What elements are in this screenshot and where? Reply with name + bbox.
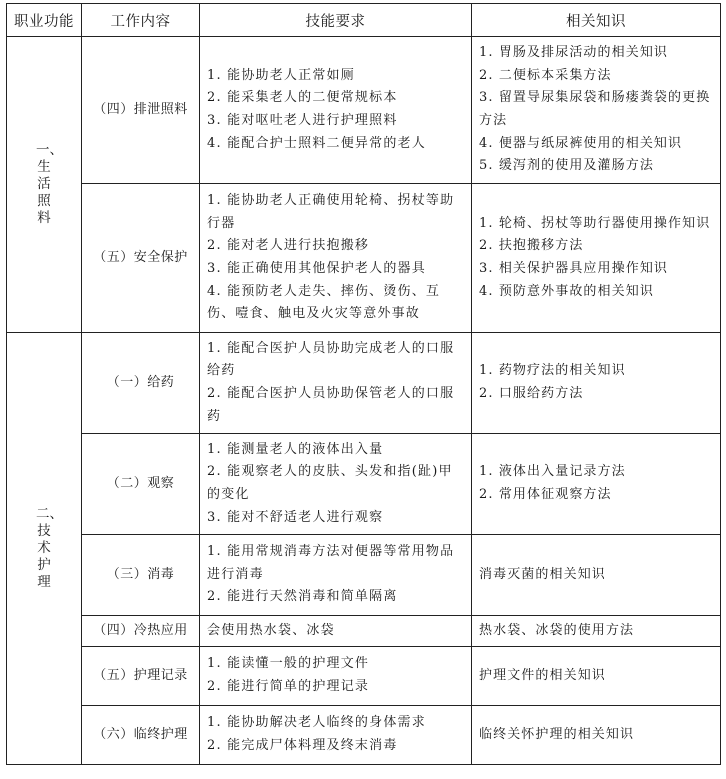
knowledge-cell bbox=[472, 37, 721, 184]
table-row bbox=[7, 647, 721, 706]
knowledge-cell bbox=[472, 616, 721, 647]
table-row bbox=[7, 184, 721, 333]
table-row bbox=[7, 706, 721, 765]
skills-cell bbox=[200, 333, 472, 434]
cell-line: 1. 能配合医护人员协助完成老人的口服给药 bbox=[207, 340, 455, 379]
skills-cell bbox=[200, 434, 472, 535]
skills-cell bbox=[200, 184, 472, 333]
category-cell bbox=[7, 333, 82, 765]
table-row bbox=[7, 535, 721, 616]
cell-line: 消毒灭菌的相关知识 bbox=[479, 566, 606, 582]
work-content-cell: （五）护理记录 bbox=[82, 647, 200, 706]
skills-cell bbox=[200, 616, 472, 647]
knowledge-cell bbox=[472, 535, 721, 616]
cell-line: 4. 便器与纸尿裤使用的相关知识 bbox=[479, 135, 683, 151]
cell-line: 3. 能正确使用其他保护老人的器具 bbox=[207, 261, 426, 276]
table-header-row bbox=[7, 4, 721, 37]
cell-line: 1. 能测量老人的液体出入量 bbox=[207, 441, 384, 457]
table-row bbox=[7, 37, 721, 184]
knowledge-cell bbox=[472, 647, 721, 706]
knowledge-cell bbox=[472, 434, 721, 535]
cell-line: 1. 能用常规消毒方法对便器等常用物品进行消毒 bbox=[207, 544, 455, 582]
cell-line: 2. 能完成尸体料理及终末消毒 bbox=[207, 738, 398, 753]
curriculum-table bbox=[6, 3, 721, 765]
work-content-cell: （三）消毒 bbox=[82, 535, 200, 616]
skills-cell bbox=[200, 647, 472, 706]
skills-cell bbox=[200, 706, 472, 765]
cell-line: 4. 能预防老人走失、摔伤、烫伤、互伤、噎食、触电及火灾等意外事故 bbox=[207, 283, 441, 322]
work-content-cell: （一）给药 bbox=[82, 333, 200, 434]
work-content-cell: （二）观察 bbox=[82, 434, 200, 535]
category-label: 二、技术护理 bbox=[36, 506, 63, 590]
cell-line: 2. 常用体征观察方法 bbox=[479, 487, 612, 502]
knowledge-cell bbox=[472, 706, 721, 765]
cell-line: 1. 胃肠及排尿活动的相关知识 bbox=[479, 45, 669, 61]
skills-cell bbox=[200, 535, 472, 616]
work-content-cell: （六）临终护理 bbox=[82, 706, 200, 765]
cell-line: 2. 能采集老人的二便常规标本 bbox=[207, 90, 398, 106]
cell-line: 2. 能进行简单的护理记录 bbox=[207, 679, 370, 694]
cell-line: 3. 留置导尿集尿袋和肠瘘粪袋的更换方法 bbox=[479, 90, 711, 128]
cell-line: 2. 二便标本采集方法 bbox=[479, 67, 612, 83]
header-work-content: 工作内容 bbox=[82, 4, 200, 37]
cell-line: 1. 药物疗法的相关知识 bbox=[479, 363, 626, 379]
category-label: 一、生活照料 bbox=[36, 142, 63, 226]
cell-line: 2. 能进行天然消毒和简单隔离 bbox=[207, 589, 398, 605]
cell-line: 2. 能配合医护人员协助保管老人的口服药 bbox=[207, 386, 455, 424]
cell-line: 4. 能配合护士照料二便异常的老人 bbox=[207, 135, 426, 151]
cell-line: 4. 预防意外事故的相关知识 bbox=[479, 283, 654, 299]
cell-line: 1. 轮椅、拐杖等助行器使用操作知识 bbox=[479, 215, 711, 231]
cell-line: 护理文件的相关知识 bbox=[479, 667, 606, 683]
skills-cell bbox=[200, 37, 472, 184]
cell-line: 1. 能协助解决老人临终的身体需求 bbox=[207, 715, 426, 731]
cell-line: 1. 能协助老人正确使用轮椅、拐杖等助行器 bbox=[207, 193, 455, 231]
cell-line: 1. 液体出入量记录方法 bbox=[479, 464, 626, 480]
cell-line: 3. 相关保护器具应用操作知识 bbox=[479, 261, 669, 276]
cell-line: 1. 能读懂一般的护理文件 bbox=[207, 656, 370, 672]
table-row bbox=[7, 333, 721, 434]
work-content-cell: （四）排泄照料 bbox=[82, 37, 200, 184]
work-content-cell: （五）安全保护 bbox=[82, 184, 200, 333]
cell-line: 2. 能对老人进行扶抱搬移 bbox=[207, 238, 370, 254]
table-row bbox=[7, 616, 721, 647]
header-skills: 技能要求 bbox=[200, 4, 472, 37]
cell-line: 1. 能协助老人正常如厕 bbox=[207, 67, 355, 83]
knowledge-cell bbox=[472, 333, 721, 434]
header-function: 职业功能 bbox=[7, 4, 82, 37]
cell-line: 会使用热水袋、冰袋 bbox=[207, 622, 335, 638]
cell-line: 3. 能对呕吐老人进行护理照料 bbox=[207, 113, 398, 128]
knowledge-cell bbox=[472, 184, 721, 333]
cell-line: 3. 能对不舒适老人进行观察 bbox=[207, 509, 384, 525]
cell-line: 2. 能观察老人的皮肤、头发和指(趾)甲的变化 bbox=[207, 464, 453, 502]
cell-line: 临终关怀护理的相关知识 bbox=[479, 726, 635, 742]
cell-line: 2. 扶抱搬移方法 bbox=[479, 238, 584, 254]
table-row bbox=[7, 434, 721, 535]
header-knowledge: 相关知识 bbox=[472, 4, 721, 37]
work-content-cell: （四）冷热应用 bbox=[82, 616, 200, 647]
cell-line: 5. 缓泻剂的使用及灌肠方法 bbox=[479, 158, 654, 174]
cell-line: 热水袋、冰袋的使用方法 bbox=[479, 622, 635, 638]
category-cell bbox=[7, 37, 82, 333]
cell-line: 2. 口服给药方法 bbox=[479, 386, 584, 401]
